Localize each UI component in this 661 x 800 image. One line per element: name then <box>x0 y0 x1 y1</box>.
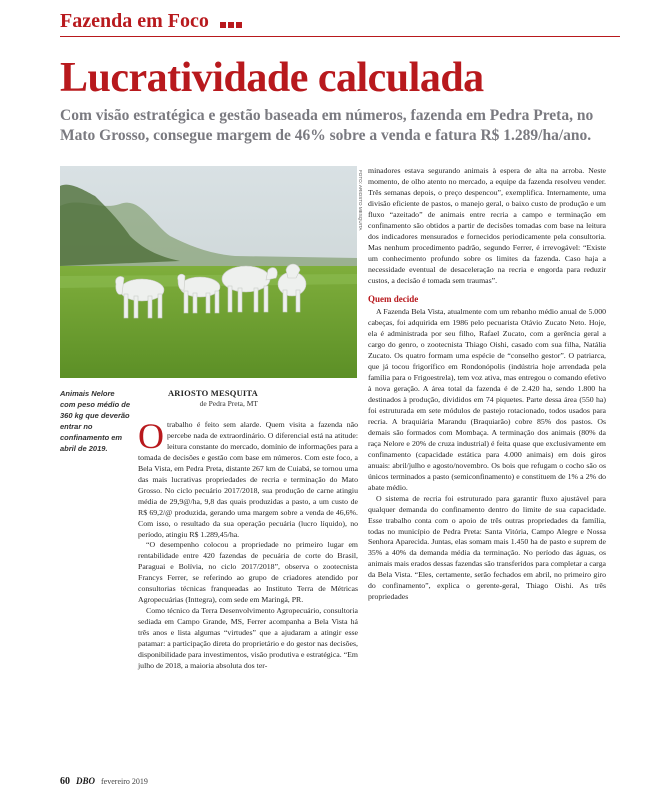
article-column-left <box>138 416 358 672</box>
article-title: Lucratividade calculada <box>60 55 484 101</box>
section-rule <box>60 36 620 37</box>
paragraph: O sistema de recria foi estruturado para garantir fluxo ajustável para qualquer demanda do confinamento dentro do limite de sua capacidade. Esse trabalho conta com o apoio de três outras propriedades da família, todas no município de Pedra Preta: Santa Vitória, Campo Alegre e Nossa Senhora Aparecida. Juntas, elas somam mais 1.450 ha de pasto e suprem de 35% a 40% da demanda média da terminação. No período das águas, os animais mais erados dessas fazendas são transferidos para completar a carga da Bela Vista. “Eles, certamente, serão fechados em abril, no primeiro giro do confinamento”, explica o gerente-geral, Thiago Oishi. As três propriedades <box>368 493 606 602</box>
author-name: ARIOSTO MESQUITA <box>167 388 258 398</box>
author-location: de Pedra Preta, MT <box>199 399 258 408</box>
photo-credit <box>357 166 366 378</box>
paragraph-text: trabalho é feito sem alarde. Quem visita a fazenda não percebe nada de extraordinário. O diferencial está na atitude: leitura constante do mercado, domínio de informações para a tomada de decisões e gestão com base em números. Com este foco, a Bela Vista, em Pedra Preta, distante 267 km de Cuiabá, se tornou uma das mais lucrativas propriedades de recria e terminação do Mato Grosso. No ciclo pecuário 2017/2018, sua produção de carne atingiu média de 29,9@/ha, 9,8 das quais produzidas a pasto, a um custo de R$ 69,2/@ produzida, gerando uma margem sobre a venda de 46,6%. Com isso, o resultado da sua operação pecuária (lucro líquido), no período, atingiu R$ 1.289,45/ha. <box>138 420 358 539</box>
paragraph: Como técnico da Terra Desenvolvimento Agropecuário, consultoria sediada em Campo Grande, MS, Ferrer acompanha a Bela Vista há três anos e lista algumas “virtudes” que a ajudaram a atingir esse patamar: a participação direta do proprietário e do gestor nas decisões, disponibilidade para investimentos, visão produtiva e estratégica. “Em julho de 2018, a maioria absoluta dos ter- <box>138 606 358 670</box>
photo-credit-text: FOTO: ARIOSTO MESQUITA <box>358 170 363 231</box>
section-label: Fazenda em Foco <box>60 10 209 32</box>
paragraph <box>138 416 358 540</box>
paragraph: A Fazenda Bela Vista, atualmente com um rebanho médio anual de 5.000 cabeças, foi adquirida em 1986 pelo pecuarista Otávio Zucato Neto. Hoje, ela é administrada por seu filho, Rafael Zucato, com a gerência geral a cargo do genro, o zootecnista Thiago Oishi, casado com sua filha, Natália Zucato. Os quatro formam uma espécie de “conselho gestor”. O patriarca, que já tocou frigorífico em Rondonópolis (indústria hoje arrendada pela família para o Frigoestrela), tem voz ativa, mas entregou o comando efetivo à nova geração. A área total da fazenda é de 2.420 ha, sendo 1.800 ha destinados à produção, divididos em 74 piquetes. Parte dessa área (550 ha) foi estruturada em sete módulos de pastejo rotacionado, todos usados para recria. A braquiária Marandu (Braquiarão) cobre 85% dos pastos. Os demais são formados com Mombaça. A terminação dos animais (80% da raça Nelore e 20% de cruza industrial) é feita quase que exclusivamente em confinamento (capacidade estática para 4.000 animais) em dois giros anuais: abril/julho e agosto/novembro. Os bois que refugam o cocho são os únicos terminados a pasto (semiconfinamento) e constituem de 1% a 2% do abate médio. <box>368 307 606 492</box>
paragraph: minadores estava segurando animais à espera de alta na arroba. Neste momento, de olho atento no mercado, a equipe da fazenda resolveu vender. Três semanas depois, o preço despencou”, exemplifica. Internamente, uma divisão eficiente de pastos, o manejo geral, o baixo custo de produção e um fluxo “azeitado” de animais entre recria a campo e terminação em confinamento são obtidos a partir de decisões tomadas com base na leitura dos indicadores mensurados e fornecidos periodicamente pela consultoria. Mas nenhum procedimento padrão, segundo Ferrer, é irrevogável: “Existe um conhecimento profundo sobre os limites da fazenda. Caso haja a necessidade eventual de desaceleração na recria e engorda para reduzir custos, a decisão é tomada sem traumas”. <box>368 166 606 285</box>
page-footer <box>60 776 148 787</box>
drop-cap: O <box>138 416 164 456</box>
magazine-name: DBO <box>76 776 96 786</box>
byline <box>138 388 258 408</box>
issue-date: fevereiro 2019 <box>101 777 148 786</box>
paragraph: “O desempenho colocou a propriedade no primeiro lugar em rentabilidade entre 420 fazendas de pecuária de corte do Brasil, Paraguai e Bolívia, no ciclo 2017/2018”, observa o zootecnista Francys Ferrer, se referindo ao grupo de criadores atendido por consultorias técnicas franqueadas ao Instituto Terra de Métricas Agropecuárias (Inttegra), com sede em Maringá, PR. <box>138 540 358 605</box>
section-squares-icon <box>220 11 244 34</box>
article-column-right <box>368 166 606 603</box>
photo-caption: Animais Nelore com peso médio de 360 kg que deverão entrar no confinamento em abril de 2019. <box>60 389 131 453</box>
subhead: Quem decide <box>368 294 419 305</box>
cattle-photo <box>60 166 357 378</box>
section-header <box>60 10 244 34</box>
article-subtitle: Com visão estratégica e gestão baseada em números, fazenda em Pedra Preta, no Mato Grosso, consegue margem de 46% sobre a venda e fatura R$ 1.289/ha/ano. <box>60 107 594 144</box>
page-number: 60 <box>60 776 70 787</box>
